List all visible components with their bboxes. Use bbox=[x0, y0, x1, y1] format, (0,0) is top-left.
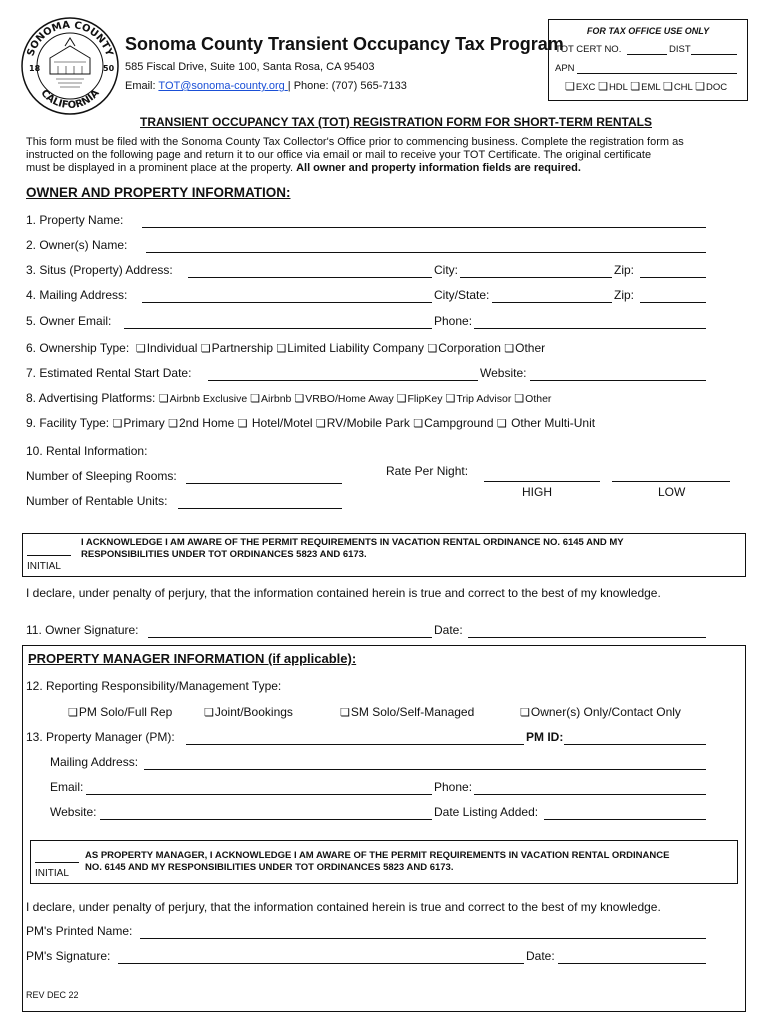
pm-ack-line-1: AS PROPERTY MANAGER, I ACKNOWLEDGE I AM AWARE OF THE PERMIT REQUIREMENTS IN VACATION RENTAL ORDINANCE bbox=[85, 850, 670, 861]
rental-info-label: 10. Rental Information: bbox=[26, 444, 148, 458]
ownership-other-checkbox[interactable]: ❏ Other bbox=[504, 341, 545, 355]
owner-initial-field[interactable] bbox=[27, 555, 71, 556]
website-label: Website: bbox=[480, 366, 527, 380]
pm-printed-name-label: PM's Printed Name: bbox=[26, 924, 133, 938]
pm-id-field[interactable] bbox=[564, 744, 706, 745]
facility-type-label: 9. Facility Type: bbox=[26, 416, 110, 430]
rate-low-label: LOW bbox=[658, 485, 686, 499]
revision-label: REV DEC 22 bbox=[26, 990, 79, 1000]
pm-email-label: Email: bbox=[50, 780, 84, 794]
ad-platforms-row bbox=[26, 391, 551, 405]
rate-high-field[interactable] bbox=[484, 481, 600, 482]
reporting-type-label: 12. Reporting Responsibility/Management Type: bbox=[26, 679, 282, 693]
rentable-units-label: Number of Rentable Units: bbox=[26, 494, 168, 508]
email-label: Email: bbox=[125, 80, 159, 92]
code-eml-checkbox[interactable]: ❏ EML bbox=[630, 82, 660, 93]
pm-signature-label: PM's Signature: bbox=[26, 949, 111, 963]
svg-text:18: 18 bbox=[29, 64, 41, 73]
property-name-field[interactable] bbox=[142, 227, 706, 228]
pm-website-field[interactable] bbox=[100, 819, 432, 820]
owner-email-field[interactable] bbox=[124, 328, 432, 329]
office-box-title: FOR TAX OFFICE USE ONLY bbox=[586, 26, 710, 36]
owner-date-field[interactable] bbox=[468, 637, 706, 638]
mailing-address-label: 4. Mailing Address: bbox=[26, 288, 128, 302]
owner-name-label: 2. Owner(s) Name: bbox=[26, 238, 128, 252]
owner-date-label: Date: bbox=[434, 623, 463, 637]
facility-2nd-home-checkbox[interactable]: ❏ 2nd Home bbox=[168, 416, 234, 430]
pm-phone-label: Phone: bbox=[434, 780, 473, 794]
owner-name-field[interactable] bbox=[146, 252, 706, 253]
office-address: 585 Fiscal Drive, Suite 100, Santa Rosa, CA 95403 bbox=[125, 61, 375, 73]
start-date-field[interactable] bbox=[208, 380, 478, 381]
platform-flipkey-checkbox[interactable]: ❏ FlipKey bbox=[397, 393, 443, 405]
ownership-type-label: 6. Ownership Type: bbox=[26, 341, 130, 355]
owner-acknowledgement-box bbox=[22, 533, 746, 577]
owner-email-label: 5. Owner Email: bbox=[26, 314, 112, 328]
code-doc-checkbox[interactable]: ❏ DOC bbox=[695, 82, 727, 93]
pm-name-field[interactable] bbox=[186, 744, 524, 745]
mailing-citystate-label: City/State: bbox=[434, 288, 490, 302]
owner-phone-field[interactable] bbox=[474, 328, 706, 329]
contact-line bbox=[125, 80, 407, 92]
pm-declaration: I declare, under penalty of perjury, that the information contained herein is true and correct to the best of my knowledge. bbox=[26, 900, 661, 914]
owner-ack-line-1: I ACKNOWLEDGE I AM AWARE OF THE PERMIT REQUIREMENTS IN VACATION RENTAL ORDINANCE NO. 6145 AND MY bbox=[81, 537, 624, 548]
intro-line-2: instructed on the following page and return it to our office via email or mail to receive your TOT Certificate. The original certificate bbox=[26, 149, 652, 161]
pm-email-field[interactable] bbox=[86, 794, 432, 795]
pm-date-listing-label: Date Listing Added: bbox=[434, 805, 539, 819]
pm-date-listing-field[interactable] bbox=[544, 819, 706, 820]
office-codes bbox=[565, 80, 727, 93]
situs-address-field[interactable] bbox=[188, 277, 432, 278]
rate-low-field[interactable] bbox=[612, 481, 730, 482]
mailing-address-field[interactable] bbox=[142, 302, 432, 303]
situs-zip-field[interactable] bbox=[640, 277, 706, 278]
pm-mailing-field[interactable] bbox=[144, 769, 706, 770]
facility-primary-checkbox[interactable]: ❏ Primary bbox=[113, 416, 165, 430]
facility-rv-checkbox[interactable]: ❏ RV/Mobile Park bbox=[316, 416, 410, 430]
rate-high-label: HIGH bbox=[522, 485, 552, 499]
svg-text:CALIFORNIA: CALIFORNIA bbox=[38, 87, 102, 112]
rate-per-night-label: Rate Per Night: bbox=[386, 464, 469, 478]
phone-text: | Phone: (707) 565-7133 bbox=[287, 80, 407, 92]
pm-date-label: Date: bbox=[526, 949, 555, 963]
situs-address-label: 3. Situs (Property) Address: bbox=[26, 263, 173, 277]
pm-printed-name-field[interactable] bbox=[140, 938, 706, 939]
pm-website-label: Website: bbox=[50, 805, 97, 819]
platform-other-checkbox[interactable]: ❏ Other bbox=[514, 393, 551, 405]
owner-phone-label: Phone: bbox=[434, 314, 473, 328]
pm-self-managed-checkbox[interactable]: ❏ SM Solo/Self-Managed bbox=[340, 705, 474, 719]
ownership-llc-checkbox[interactable]: ❏ Limited Liability Company bbox=[276, 341, 424, 355]
facility-campground-checkbox[interactable]: ❏ Campground bbox=[413, 416, 493, 430]
ad-platforms-label: 8. Advertising Platforms: bbox=[26, 391, 156, 405]
pm-initial-label: INITIAL bbox=[35, 868, 69, 879]
start-date-label: 7. Estimated Rental Start Date: bbox=[26, 366, 192, 380]
intro-line-3: must be displayed in a prominent place at the property. All owner and property information fields are required. bbox=[26, 162, 581, 174]
county-seal-logo bbox=[20, 16, 120, 116]
property-manager-section bbox=[22, 645, 746, 1012]
owner-initial-label: INITIAL bbox=[27, 561, 61, 572]
mailing-zip-field[interactable] bbox=[640, 302, 706, 303]
pm-acknowledgement-box bbox=[30, 840, 738, 884]
pm-id-label: PM ID: bbox=[526, 730, 564, 744]
pm-phone-field[interactable] bbox=[474, 794, 706, 795]
platform-airbnb-checkbox[interactable]: ❏ Airbnb bbox=[250, 393, 291, 405]
owner-declaration: I declare, under penalty of perjury, that the information contained herein is true and correct to the best of my knowledge. bbox=[26, 586, 661, 600]
intro-line-1: This form must be filed with the Sonoma County Tax Collector's Office prior to commencing business. Complete the registration form as bbox=[26, 136, 684, 148]
form-title: TRANSIENT OCCUPANCY TAX (TOT) REGISTRATION FORM FOR SHORT-TERM RENTALS bbox=[140, 115, 652, 129]
facility-type-row bbox=[26, 416, 595, 430]
pm-date-field[interactable] bbox=[558, 963, 706, 964]
mailing-citystate-field[interactable] bbox=[492, 302, 612, 303]
platform-airbnb-exclusive-checkbox[interactable]: ❏ Airbnb Exclusive bbox=[159, 393, 248, 405]
tot-cert-label: TOT CERT NO. bbox=[555, 44, 622, 55]
pm-ack-line-2: NO. 6145 AND MY RESPONSIBILITIES UNDER TOT ORDINANCES 5823 AND 6173. bbox=[85, 862, 454, 873]
owner-section-heading: OWNER AND PROPERTY INFORMATION: bbox=[26, 185, 291, 200]
pm-section-heading: PROPERTY MANAGER INFORMATION (if applicable): bbox=[28, 651, 357, 666]
situs-zip-label: Zip: bbox=[614, 263, 635, 277]
platform-tripadvisor-checkbox[interactable]: ❏ Trip Advisor bbox=[445, 393, 511, 405]
pm-name-label: 13. Property Manager (PM): bbox=[26, 730, 175, 744]
ownership-individual-checkbox[interactable]: ❏ Individual bbox=[136, 341, 198, 355]
situs-city-field[interactable] bbox=[460, 277, 612, 278]
mailing-zip-label: Zip: bbox=[614, 288, 635, 302]
code-exc-checkbox[interactable]: ❏ EXC bbox=[565, 82, 595, 93]
code-chl-checkbox[interactable]: ❏ CHL bbox=[663, 82, 693, 93]
program-title: Sonoma County Transient Occupancy Tax Program bbox=[125, 34, 564, 54]
situs-city-label: City: bbox=[434, 263, 458, 277]
apn-label: APN bbox=[555, 63, 575, 74]
facility-multiunit-checkbox[interactable]: ❏ Other Multi-Unit bbox=[497, 416, 595, 430]
code-hdl-checkbox[interactable]: ❏ HDL bbox=[598, 82, 628, 93]
sleeping-rooms-label: Number of Sleeping Rooms: bbox=[26, 469, 177, 483]
rentable-units-field[interactable] bbox=[178, 508, 342, 509]
pm-owner-only-checkbox[interactable]: ❏ Owner(s) Only/Contact Only bbox=[520, 705, 681, 719]
ownership-corporation-checkbox[interactable]: ❏ Corporation bbox=[427, 341, 501, 355]
pm-joint-checkbox[interactable]: ❏ Joint/Bookings bbox=[204, 705, 293, 719]
pm-initial-field[interactable] bbox=[35, 862, 79, 863]
facility-hotel-checkbox[interactable]: ❏ Hotel/Motel bbox=[238, 416, 313, 430]
website-field[interactable] bbox=[530, 380, 706, 381]
platform-vrbo-checkbox[interactable]: ❏ VRBO/Home Away bbox=[294, 393, 393, 405]
owner-signature-field[interactable] bbox=[148, 637, 432, 638]
pm-mailing-label: Mailing Address: bbox=[50, 755, 139, 769]
sleeping-rooms-field[interactable] bbox=[186, 483, 342, 484]
pm-signature-field[interactable] bbox=[118, 963, 524, 964]
owner-signature-label: 11. Owner Signature: bbox=[26, 623, 139, 637]
svg-text:SONOMA COUNTY: SONOMA COUNTY bbox=[25, 19, 115, 58]
tax-office-use-box bbox=[548, 19, 748, 101]
ownership-partnership-checkbox[interactable]: ❏ Partnership bbox=[201, 341, 273, 355]
property-name-label: 1. Property Name: bbox=[26, 213, 124, 227]
svg-text:50: 50 bbox=[103, 64, 115, 73]
pm-solo-checkbox[interactable]: ❏ PM Solo/Full Rep bbox=[68, 705, 172, 719]
dist-label: DIST bbox=[669, 44, 691, 55]
owner-ack-line-2: RESPONSIBILITIES UNDER TOT ORDINANCES 5823 AND 6173. bbox=[81, 549, 367, 560]
email-link[interactable]: TOT@sonoma-county.org bbox=[158, 80, 288, 92]
ownership-type-row bbox=[26, 341, 545, 355]
